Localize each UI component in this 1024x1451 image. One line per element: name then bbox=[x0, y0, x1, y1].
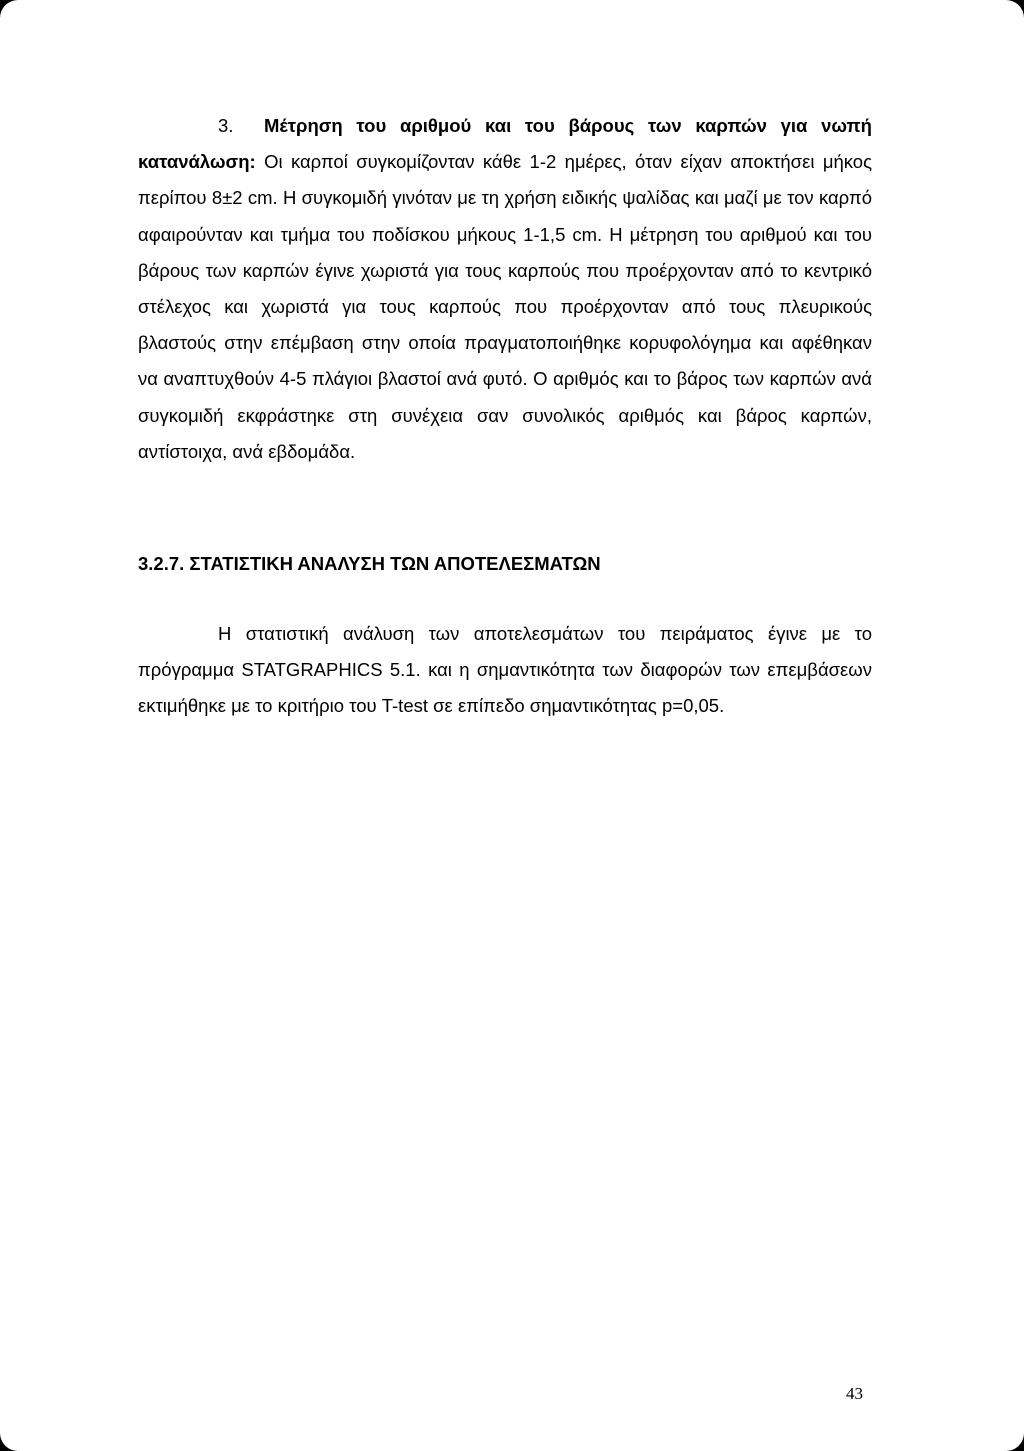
paragraph-fruit-measurement bbox=[138, 108, 872, 470]
section-heading-statistics: 3.2.7. ΣΤΑΤΙΣΤΙΚΗ ΑΝΑΛΥΣΗ ΤΩΝ ΑΠΟΤΕΛΕΣΜΑΤΩΝ bbox=[138, 553, 601, 574]
paragraph-body: Η στατιστική ανάλυση των αποτελεσμάτων του πειράματος έγινε με το πρόγραμμα STATGRAPHICS 5.1. και η σημαντικότητα των διαφορών των επεμβάσεων εκτιμήθηκε με το κριτήριο του T-test σε επίπεδο σημαντικότητας p=0,05. bbox=[138, 623, 872, 717]
paragraph-statistics bbox=[138, 616, 872, 725]
page-number: 43 bbox=[846, 1384, 863, 1403]
paragraph-body: Οι καρποί συγκομίζονταν κάθε 1-2 ημέρες, όταν είχαν αποκτήσει μήκος περίπου 8±2 cm. Η συγκομιδή γινόταν με τη χρήση ειδικής ψαλίδας και μαζί με τον καρπό αφαιρούνταν και τμήμα του ποδίσκου μήκους 1-1,5 cm. Η μέτρηση του αριθμού και του βάρους των καρπών έγινε χωριστά για τους καρπούς που προέρχονταν από το κεντρικό στέλεχος και χωριστά για τους καρπούς που προέρχονταν από τους πλευρικούς βλαστούς στην επέμβαση στην οποία πραγματοποιήθηκε κορυφολόγημα και αφέθηκαν να αναπτυχθούν 4-5 πλάγιοι βλαστοί ανά φυτό. Ο αριθμός και το βάρος των καρπών ανά συγκομιδή εκφράστηκε στη συνέχεια σαν συνολικός αριθμός και βάρος καρπών, αντίστοιχα, ανά εβδομάδα. bbox=[138, 151, 873, 462]
paragraph-bold-title: Μέτρηση του αριθμού και του βάρους των καρπών για νωπή κατανάλωση: bbox=[138, 115, 872, 173]
list-number: 3. bbox=[218, 115, 234, 136]
